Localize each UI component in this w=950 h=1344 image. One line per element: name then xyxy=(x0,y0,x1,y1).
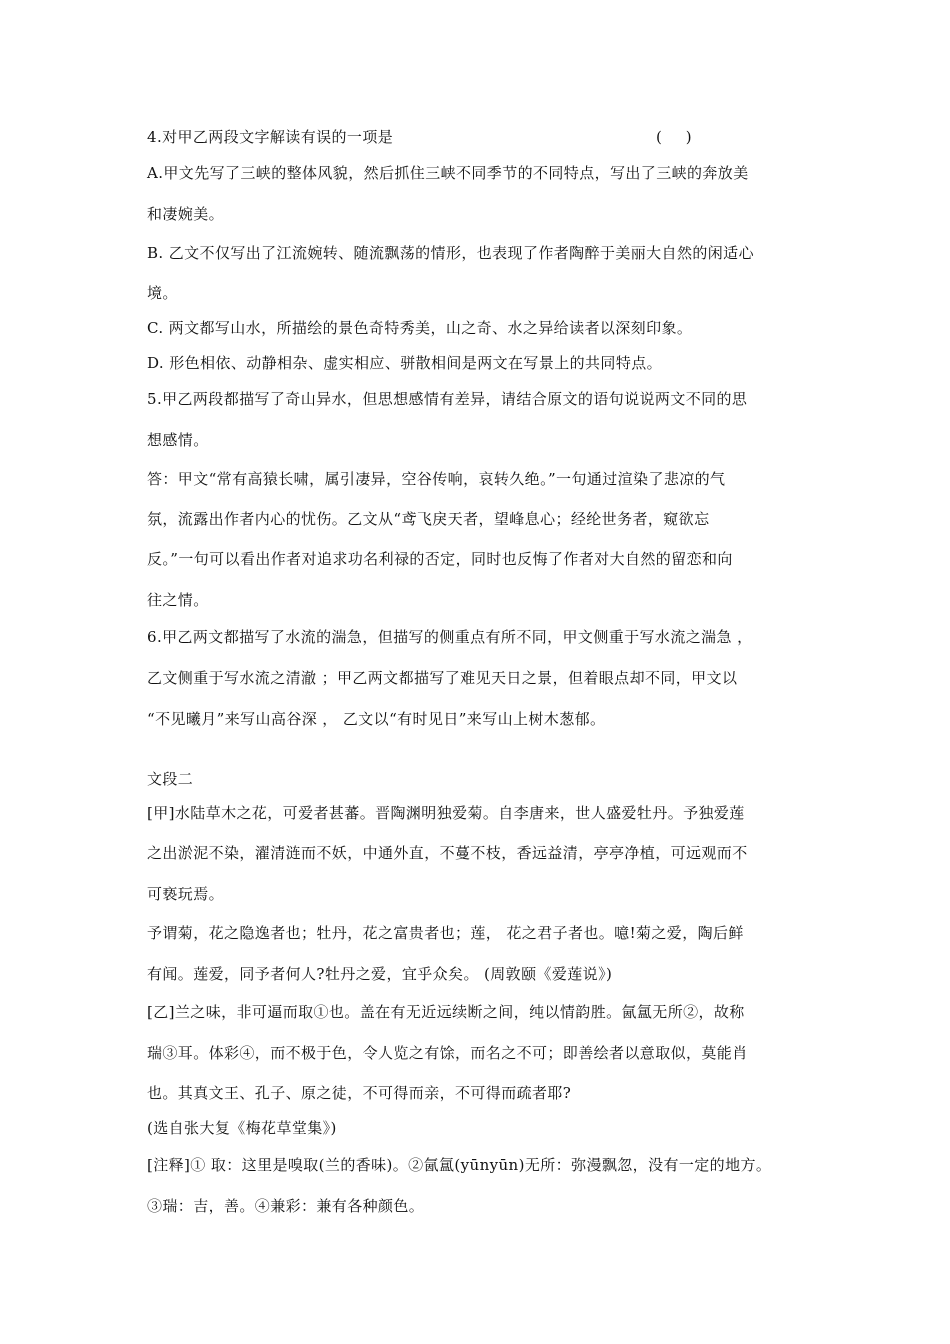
section-heading: 文段二 xyxy=(147,770,194,788)
passage-source: (选自张大复《梅花草堂集》) xyxy=(147,1119,337,1137)
notes-line-2: ③瑞：吉，善。④兼彩：兼有各种颜色。 xyxy=(147,1197,425,1215)
question-6-line-2: 乙文侧重于写水流之清澈 ；甲乙两文都描写了难见天日之景，但着眼点却不同，甲文以 xyxy=(147,669,738,687)
option-b-line-1: B. 乙文不仅写出了江流婉转、随流飘荡的情形，也表现了作者陶醉于美丽大自然的闲适心 xyxy=(147,244,754,262)
question-5-line-2: 想感情。 xyxy=(147,431,209,449)
passage-jia-line-2: 之出淤泥不染，濯清涟而不妖，中通外直，不蔓不枝，香远益清，亭亭净植，可远观而不 xyxy=(147,844,748,862)
notes-line-1: [注释]① 取：这里是嗅取(兰的香味)。②氤氲(yūnyūn)无所：弥漫飘忽，没有一定的地方。 xyxy=(147,1156,772,1174)
answer-line-4: 往之情。 xyxy=(147,591,209,609)
answer-line-3: 反。”一句可以看出作者对追求功名利禄的否定，同时也反悔了作者对大自然的留恋和向 xyxy=(147,550,733,568)
question-5-line-1: 5.甲乙两段都描写了奇山异水，但思想感情有差异，请结合原文的语句说说两文不同的思 xyxy=(147,390,748,408)
option-a-line-1: A.甲文先写了三峡的整体风貌，然后抓住三峡不同季节的不同特点，写出了三峡的奔放美 xyxy=(147,164,749,182)
option-b-line-2: 境。 xyxy=(147,284,178,302)
question-4-stem: 4.对甲乙两段文字解读有误的一项是 xyxy=(147,128,394,146)
passage-yi-line-2: 瑞③耳。体彩④，而不极于色，令人览之有馀，而名之不可；即善绘者以意取似，莫能肖 xyxy=(147,1044,748,1062)
answer-bracket: ( ) xyxy=(656,128,692,146)
passage-yi-line-1: [乙]兰之味，非可逼而取①也。盖在有无近远续断之间，纯以情韵胜。氤氲无所②，故称 xyxy=(147,1003,745,1021)
question-6-line-3: “不见曦月”来写山高谷深 ， 乙文以“有时见日”来写山上树木葱郁。 xyxy=(147,710,606,728)
option-d: D. 形色相依、动静相杂、虚实相应、骈散相间是两文在写景上的共同特点。 xyxy=(147,354,663,372)
answer-line-1: 答：甲文“常有高猿长啸，属引凄异，空谷传响，哀转久绝。”一句通过渲染了悲凉的气 xyxy=(147,470,726,488)
option-c: C. 两文都写山水，所描绘的景色奇特秀美，山之奇、水之异给读者以深刻印象。 xyxy=(147,319,693,337)
question-6-line-1: 6.甲乙两文都描写了水流的湍急，但描写的侧重点有所不同，甲文侧重于写水流之湍急 ， xyxy=(147,628,753,646)
passage-jia-line-5: 有闻。莲爱，同予者何人?牡丹之爱，宜乎众矣。 (周敦颐《爱莲说》) xyxy=(147,965,613,983)
passage-jia-line-3: 可亵玩焉。 xyxy=(147,885,225,903)
passage-jia-line-1: [甲]水陆草木之花，可爱者甚蕃。晋陶渊明独爱菊。自李唐来，世人盛爱牡丹。予独爱莲 xyxy=(147,804,745,822)
passage-yi-line-3: 也。其真文王、孔子、原之徒，不可得而亲，不可得而疏者耶? xyxy=(147,1084,572,1102)
answer-line-2: 氛，流露出作者内心的忧伤。乙文从“鸢飞戾天者，望峰息心；经纶世务者，窥欲忘 xyxy=(147,510,710,528)
option-a-line-2: 和凄婉美。 xyxy=(147,205,225,223)
passage-jia-line-4: 予谓菊，花之隐逸者也；牡丹，花之富贵者也；莲， 花之君子者也。噫!菊之爱，陶后鲜 xyxy=(147,924,744,942)
